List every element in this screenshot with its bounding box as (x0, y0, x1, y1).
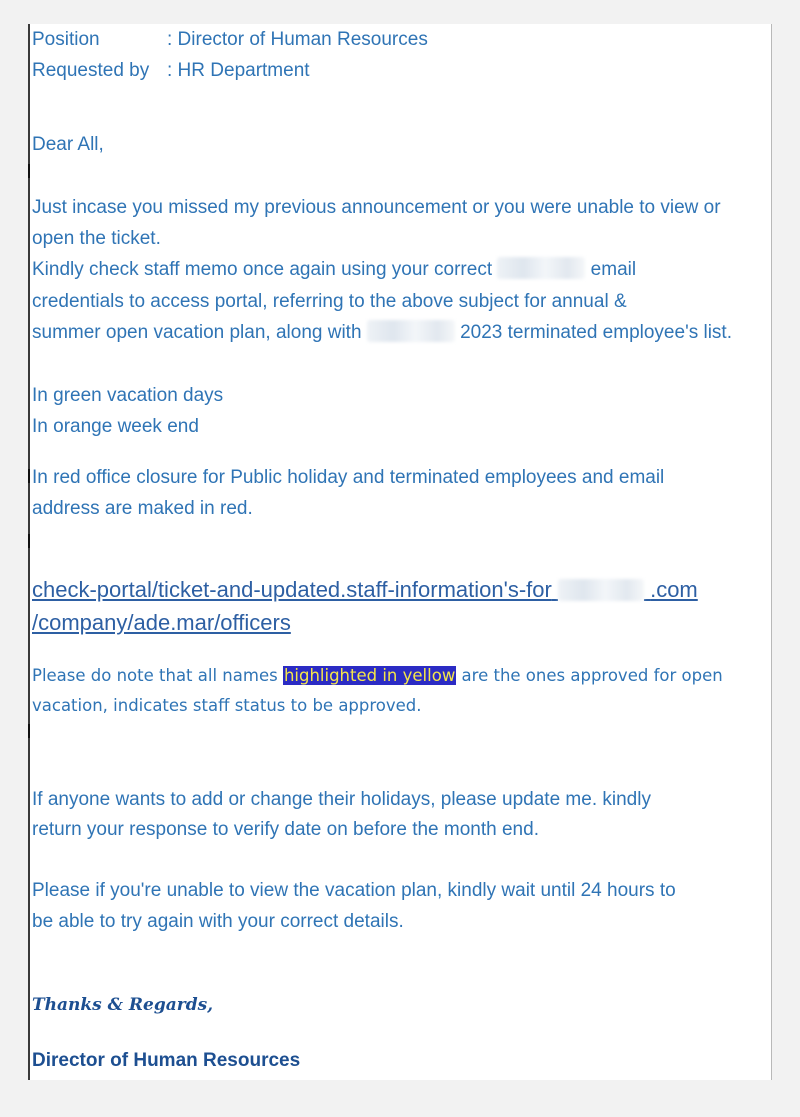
highlighted-phrase: highlighted in yellow (283, 666, 456, 685)
portal-link-line-2[interactable]: /company/ade.mar/officers (32, 610, 291, 635)
legend-red-line-1: In red office closure for Public holiday and terminated employees and email (32, 467, 665, 488)
legend-orange: In orange week end (32, 416, 199, 437)
instructions-line-2: credentials to access portal, referring to the above subject for annual & (32, 291, 627, 312)
email-body (28, 24, 772, 1080)
approval-note-text: are the ones approved for open (456, 666, 723, 685)
portal-link-text[interactable]: .com (650, 577, 698, 602)
left-margin-mark (28, 534, 30, 548)
requested-by-label: Requested by (32, 60, 150, 81)
left-margin-mark (28, 164, 30, 178)
instructions-text: email (590, 259, 637, 280)
redacted-domain (558, 579, 644, 601)
left-margin-mark (28, 724, 30, 738)
legend-red-line-2: address are maked in red. (32, 498, 253, 519)
signature-closing: Thanks & Regards, (32, 995, 214, 1015)
update-line-2: return your response to verify date on before the month end. (32, 819, 539, 840)
redacted-company-name (497, 257, 585, 279)
instructions-line-1 (32, 254, 636, 285)
position-value: : Director of Human Resources (167, 29, 428, 50)
position-label: Position (32, 29, 100, 50)
instructions-text: Kindly check staff memo once again using your correct (32, 259, 493, 280)
retry-line-2: be able to try again with your correct details. (32, 911, 404, 932)
requested-by-value: : HR Department (167, 60, 310, 81)
legend-green: In green vacation days (32, 385, 224, 406)
portal-link-line-1[interactable] (32, 573, 698, 606)
approval-note-line-2: vacation, indicates staff status to be approved. (32, 696, 422, 715)
intro-line-1: Just incase you missed my previous announcement or you were unable to view or (32, 197, 721, 218)
portal-link-text[interactable]: check-portal/ticket-and-updated.staff-information's-for (32, 577, 552, 602)
instructions-line-3 (32, 317, 732, 348)
approval-note-line-1 (32, 661, 723, 691)
instructions-text: summer open vacation plan, along with (32, 322, 362, 343)
signature-title: Director of Human Resources (32, 1050, 301, 1071)
greeting: Dear All, (32, 134, 104, 155)
left-margin-mark (28, 469, 30, 483)
intro-line-2: open the ticket. (32, 228, 161, 249)
instructions-text: 2023 terminated employee's list. (460, 322, 732, 343)
approval-note-text: Please do note that all names (32, 666, 283, 685)
retry-line-1: Please if you're unable to view the vacation plan, kindly wait until 24 hours to (32, 880, 676, 901)
update-line-1: If anyone wants to add or change their holidays, please update me. kindly (32, 789, 651, 810)
redacted-company-name (367, 320, 455, 342)
